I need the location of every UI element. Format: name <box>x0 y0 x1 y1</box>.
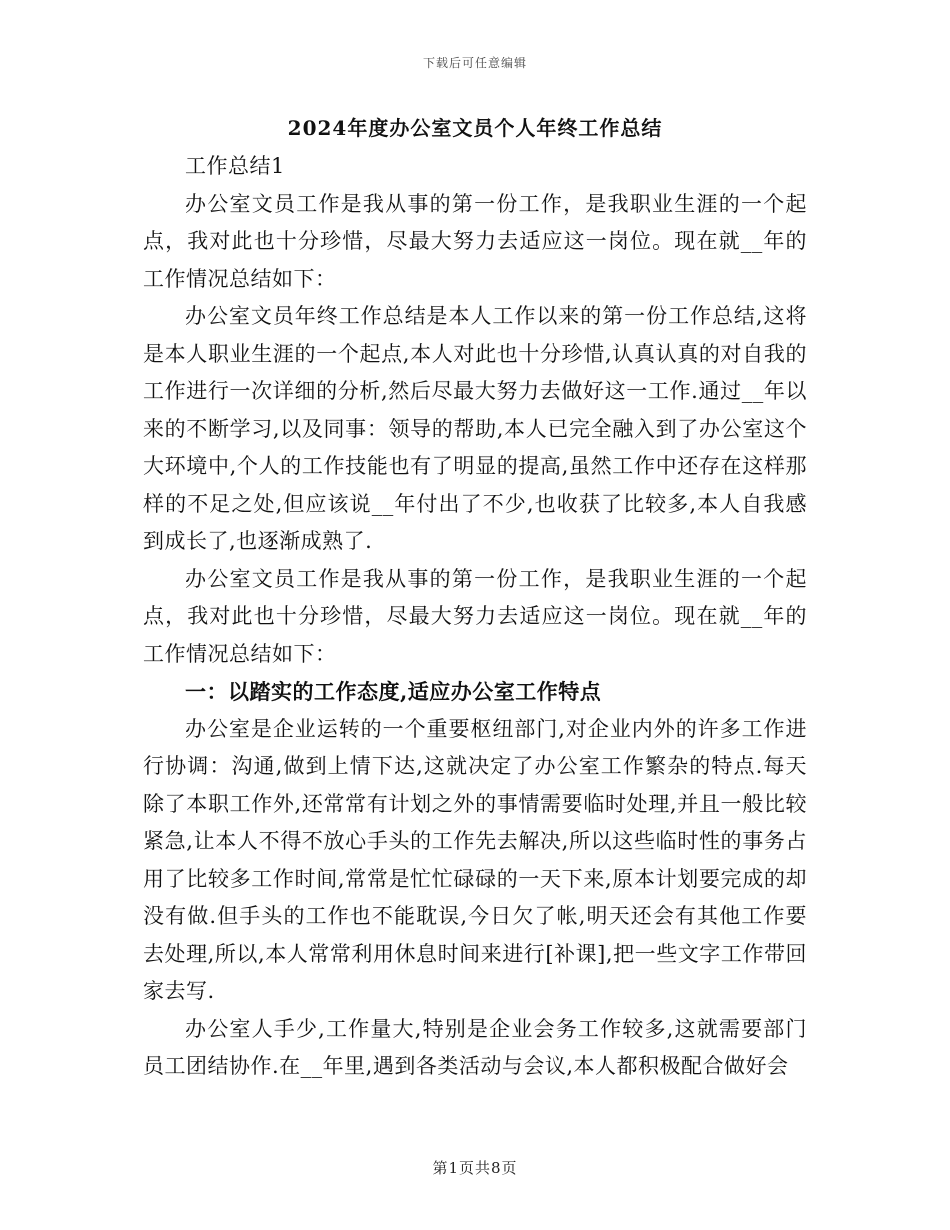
paragraph: 办公室文员工作是我从事的第一份工作，是我职业生涯的一个起点，我对此也十分珍惜，尽最大努力去适应这一岗位。现在就__年的工作情况总结如下： <box>143 566 807 666</box>
section-heading: 一：以踏实的工作态度,适应办公室工作特点 <box>185 679 602 704</box>
paragraph-subtitle: 工作总结1 <box>185 154 285 178</box>
paragraph: 办公室人手少,工作量大,特别是企业会务工作较多,这就需要部门员工团结协作.在__年里,遇到各类活动与会议,本人都积极配合做好会 <box>143 1016 807 1078</box>
document-body <box>143 148 807 1086</box>
paragraph: 办公室是企业运转的一个重要枢纽部门,对企业内外的许多工作进行协调：沟通,做到上情下达,这就决定了办公室工作繁杂的特点.每天除了本职工作外,还常常有计划之外的事情需要临时处理,并且一般比较紧急,让本人不得不放心手头的工作先去解决,所以这些临时性的事务占用了比较多工作时间,常常是忙忙碌碌的一天下来,原本计划要完成的却没有做.但手头的工作也不能耽误,今日欠了帐,明天还会有其他工作要去处理,所以,本人常常利用休息时间来进行[补课],把一些文字工作带回家去写. <box>143 716 807 1003</box>
paragraph: 办公室文员年终工作总结是本人工作以来的第一份工作总结,这将是本人职业生涯的一个起点,本人对此也十分珍惜,认真认真的对自我的工作进行一次详细的分析,然后尽最大努力去做好这一工作.通过__年以来的不断学习,以及同事：领导的帮助,本人已完全融入到了办公室这个大环境中,个人的工作技能也有了明显的提高,虽然工作中还存在这样那样的不足之处,但应该说__年付出了不少,也收获了比较多,本人自我感到成长了,也逐渐成熟了. <box>143 304 807 553</box>
paragraph: 办公室文员工作是我从事的第一份工作，是我职业生涯的一个起点，我对此也十分珍惜，尽最大努力去适应这一岗位。现在就__年的工作情况总结如下： <box>143 191 807 291</box>
page-header-note: 下载后可任意编辑 <box>422 56 527 70</box>
document-title: 2024年度办公室文员个人年终工作总结 <box>287 116 663 140</box>
page-number: 第1页共8页 <box>432 1159 518 1177</box>
